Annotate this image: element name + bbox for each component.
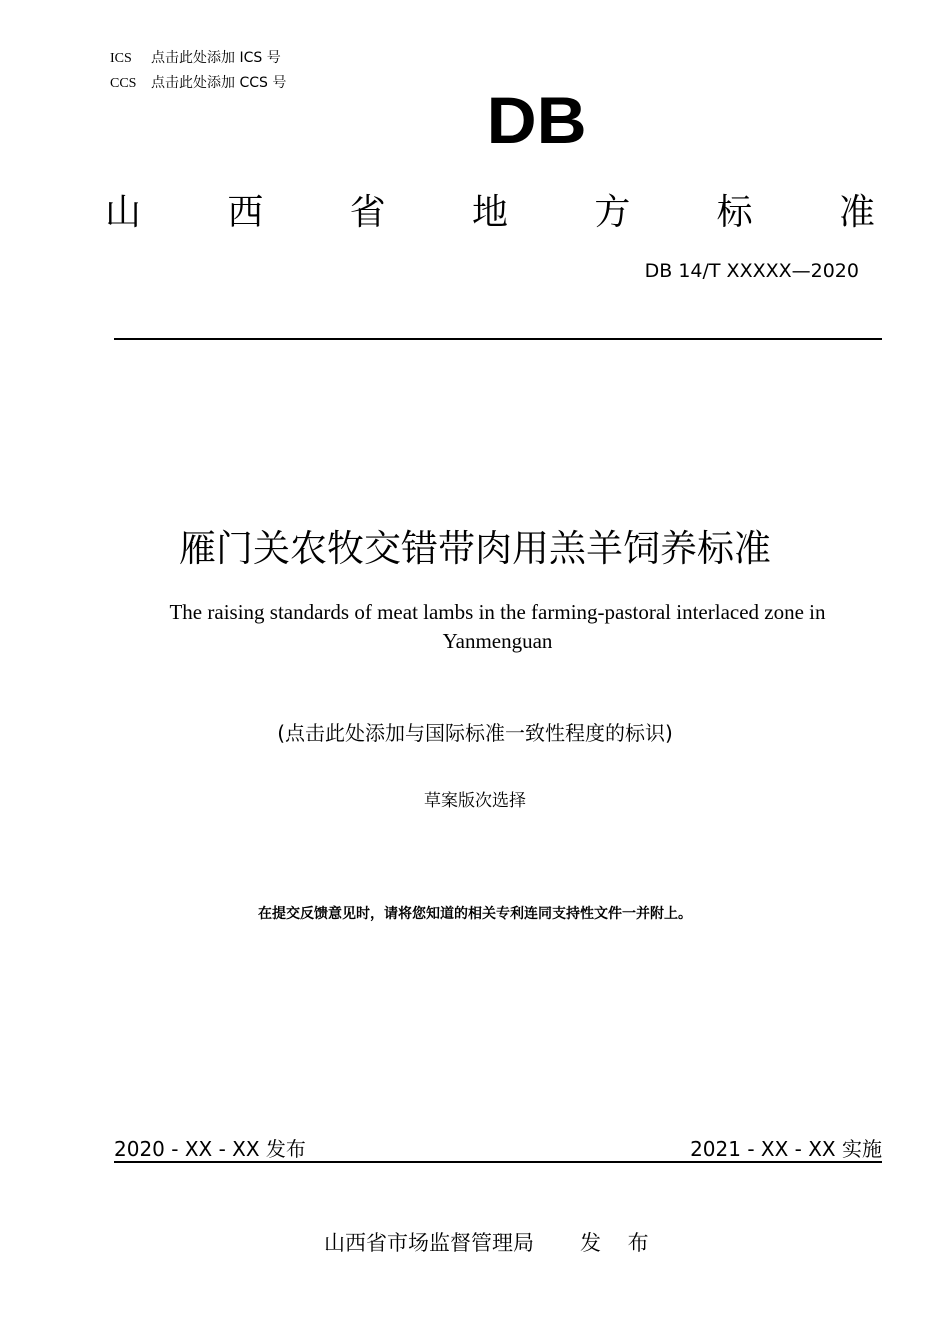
implement-date: 2021 - XX - XX 实施: [690, 1137, 882, 1161]
db-logo-text: DB: [486, 83, 587, 157]
title-char: 西: [227, 192, 264, 233]
title-char: 山: [105, 192, 142, 233]
province-standard-title: [105, 184, 875, 235]
divider: [114, 1161, 882, 1163]
ics-label: ICS: [110, 51, 132, 66]
db-logo: [486, 83, 587, 157]
ics-value[interactable]: 点击此处添加 ICS 号: [151, 50, 281, 66]
issuer-name: 山西省市场监督管理局: [324, 1231, 534, 1255]
title-char: 地: [471, 192, 508, 233]
patent-note: 在提交反馈意见时，请将您知道的相关专利连同支持性文件一并附上。: [258, 906, 692, 922]
title-char: 省: [349, 192, 386, 233]
draft-version-select[interactable]: 草案版次选择: [424, 791, 526, 811]
title-char: 准: [838, 192, 875, 233]
issuer-action: 发 布: [580, 1231, 659, 1255]
title-char: 方: [594, 192, 631, 233]
issuer: [324, 1227, 659, 1257]
standard-number: DB 14/T XXXXX—2020: [644, 260, 859, 282]
ccs-label: CCS: [110, 76, 137, 91]
ccs-value[interactable]: 点击此处添加 CCS 号: [151, 75, 287, 91]
publish-date: 2020 - XX - XX 发布: [114, 1137, 306, 1161]
divider: [114, 338, 882, 340]
document-title: 雁门关农牧交错带肉用羔羊饲养标准: [179, 527, 771, 570]
title-char: 标: [716, 192, 753, 233]
ccs-line: [110, 72, 286, 92]
ics-line: [110, 47, 281, 67]
english-title: The raising standards of meat lambs in the farming-pastoral interlaced zone in Yanmenguan: [169, 600, 826, 653]
conformity-placeholder[interactable]: (点击此处添加与国际标准一致性程度的标识): [277, 721, 673, 745]
